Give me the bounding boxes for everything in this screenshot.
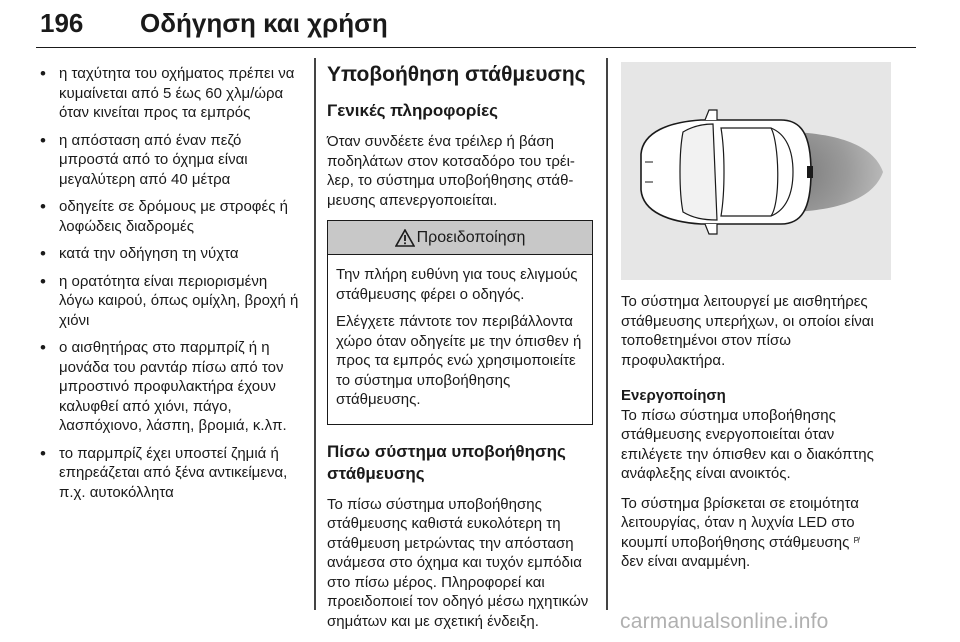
car-sensor-illustration xyxy=(621,62,891,280)
warning-box xyxy=(327,220,593,425)
intro-paragraph: Όταν συνδέετε ένα τρέιλερ ή βάση ποδηλάτων στον κοτσαδόρο του τρέιλερ, το σύστημα υποβοήθησης στάθμευσης απενεργοποιείται. xyxy=(327,133,575,209)
page-number: 196 xyxy=(40,8,84,38)
list-item: • κατά την οδήγηση τη νύχτα xyxy=(36,244,302,264)
warning-triangle-icon xyxy=(395,229,415,247)
list-item: • η ταχύτητα του οχήματος πρέπει να κυμαίνεται από 5 έως 60 χλμ/ώρα όταν κινείται προς τα εμπρός xyxy=(36,64,302,123)
warning-header xyxy=(328,221,592,255)
activation-heading: Ενεργοποίηση xyxy=(621,387,726,404)
list-item: • η απόσταση από έναν πεζό μπροστά από το όχημα είναι μεγαλύτερη από 40 μέτρα xyxy=(36,131,302,190)
column-divider xyxy=(314,58,316,610)
ready-text: Το σύστημα βρίσκεται σε ετοιμότητα λειτουργίας, όταν η λυχνία LED στο κουμπί υποβοήθησης στάθμευσης xyxy=(621,494,859,551)
warning-paragraph: Την πλήρη ευθύνη για τους ελιγμούς στάθμευσης φέρει ο οδηγός. xyxy=(336,266,578,303)
list-item: • το παρμπρίζ έχει υποστεί ζημιά ή επηρεάζεται από ξένα αντικείμενα, π.χ. αυτοκόλλητα xyxy=(36,444,302,503)
list-item: • οδηγείτε σε δρόμους με στροφές ή λοφώδεις διαδρομές xyxy=(36,197,302,236)
middle-column xyxy=(327,62,593,641)
warning-body xyxy=(328,255,592,424)
rear-assist-paragraph: Το πίσω σύστημα υποβοήθησης στάθμευσης καθιστά ευκολότερη τη στάθμευση μετρώντας την απόσταση ανάμεσα στο όχημα και τυχόν εμπόδια στο πίσω μέρος. Πληροφορεί και προειδοποιεί τον οδηγό μέσω ηχητικών σημάτων και με σχετική ένδειξη. xyxy=(327,495,589,630)
column-divider xyxy=(606,58,608,610)
page-header xyxy=(36,6,916,48)
left-column xyxy=(36,64,302,510)
page-title: Οδήγηση και χρήση xyxy=(140,8,388,38)
warning-paragraph: Ελέγχετε πάντοτε τον περιβάλλοντα χώρο όταν οδηγείτε με την όπισθεν ή προς τα εμπρός ενώ χρησιμοποιείτε το σύστημα υποβοήθησης στάθμευσης. xyxy=(336,313,582,408)
figure-caption: Το σύστημα λειτουργεί με αισθητήρες στάθμευσης υπερήχων, οι οποίοι είναι τοποθετημένοι στον πίσω προφυλακτήρα. xyxy=(621,293,874,369)
activation-paragraph: Το πίσω σύστημα υποβοήθησης στάθμευσης ενεργοποιείται όταν επιλέγετε την όπισθεν και ο διακόπτης ανάφλεξης είναι ανοικτός. xyxy=(621,406,874,482)
section-subheading: Γενικές πληροφορίες xyxy=(327,101,498,120)
section-heading: Υποβοήθηση στάθμευσης xyxy=(327,63,586,86)
car-top-view-icon xyxy=(621,62,891,280)
ready-paragraph xyxy=(621,494,891,572)
watermark: carmanualsonline.info xyxy=(620,610,829,633)
parking-assist-icon: P̸ xyxy=(853,535,859,545)
ready-text-end: δεν είναι αναμμένη. xyxy=(621,553,751,570)
warning-title: Προειδοποίηση xyxy=(416,228,526,246)
list-item: • ο αισθητήρας στο παρμπρίζ ή η μονάδα του ραντάρ πίσω από τον μπροστινό προφυλακτήρα έχουν καλυφθεί από χιόνι, πάγο, λασπόχιονο, λάσπη, βρομιά, κ.λπ. xyxy=(36,338,302,436)
right-column xyxy=(621,62,891,582)
rear-assist-heading: Πίσω σύστημα υποβοήθησης στάθμευσης xyxy=(327,441,566,483)
list-item: • η ορατότητα είναι περιορισμένη λόγω καιρού, όπως ομίχλη, βροχή ή χιόνι xyxy=(36,272,302,331)
